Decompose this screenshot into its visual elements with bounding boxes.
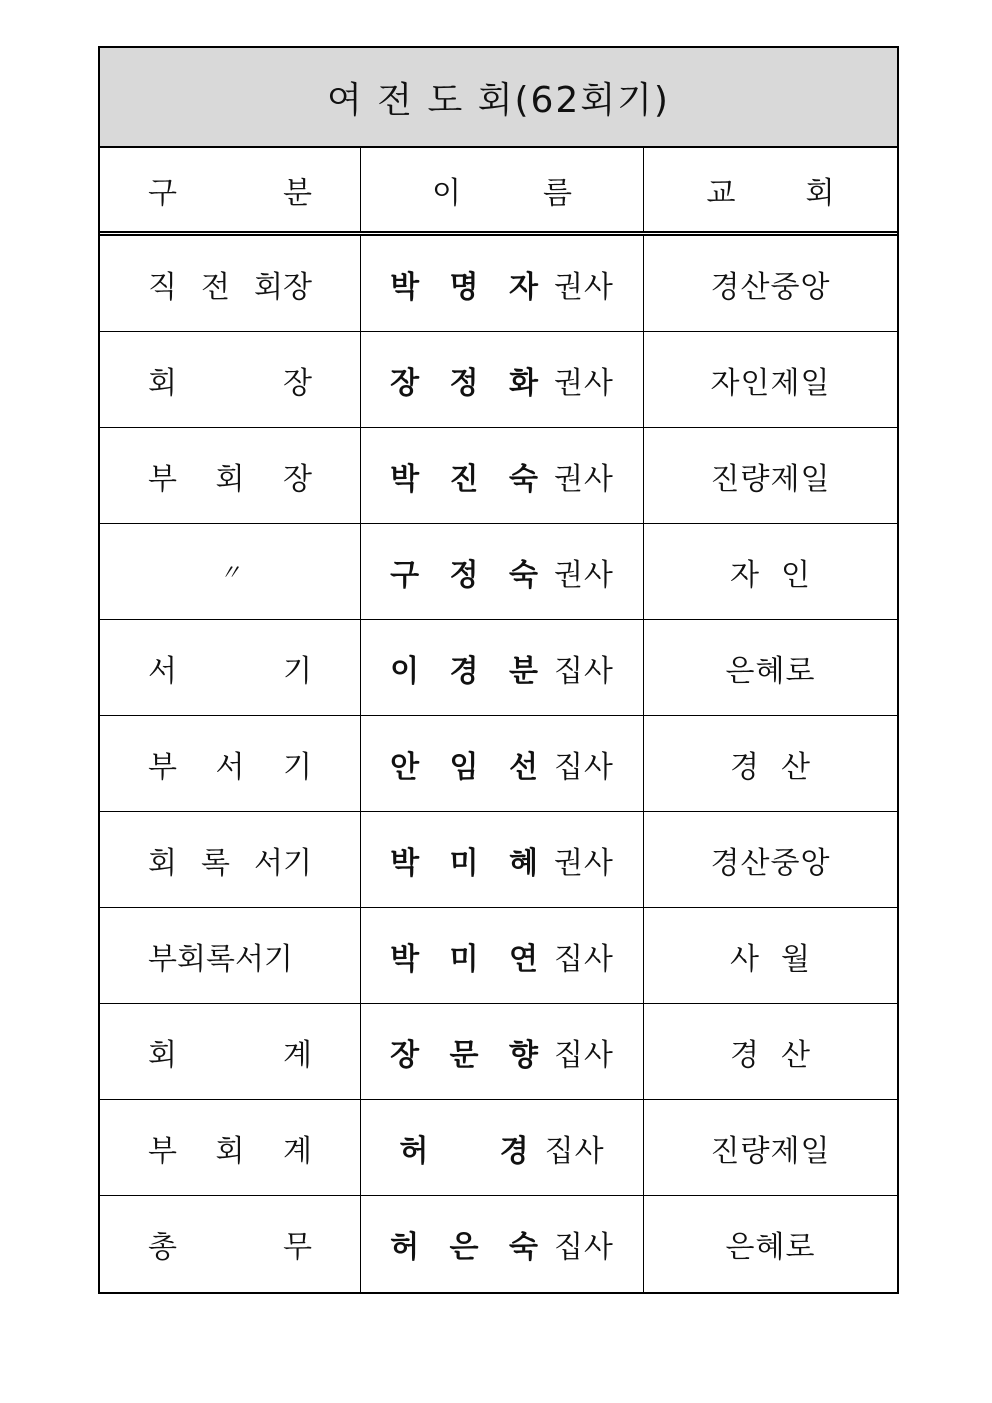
person-name: 허 경 bbox=[399, 1133, 539, 1169]
table-title: 여 전 도 회(62회기) bbox=[100, 48, 897, 148]
header-church bbox=[644, 148, 897, 231]
person-title: 권사 bbox=[553, 461, 614, 497]
header-church-part1: 교 bbox=[706, 175, 736, 211]
name-cell bbox=[361, 1196, 644, 1292]
church-name: 진량제일 bbox=[710, 461, 831, 497]
table-row bbox=[100, 524, 897, 620]
table-row bbox=[100, 716, 897, 812]
church-cell bbox=[644, 1100, 897, 1195]
role-part: 전 bbox=[201, 269, 230, 305]
role-cell bbox=[100, 1196, 361, 1292]
header-row bbox=[100, 148, 897, 236]
role-cell bbox=[100, 332, 361, 427]
role-cell bbox=[100, 812, 361, 907]
header-role-part1: 구 bbox=[148, 175, 177, 211]
church-name: 경 산 bbox=[729, 749, 812, 785]
person-title: 집사 bbox=[553, 941, 614, 977]
table-row bbox=[100, 620, 897, 716]
role-cell bbox=[100, 524, 361, 619]
header-church-part2: 회 bbox=[805, 175, 835, 211]
person-name: 장 정 화 bbox=[390, 365, 548, 401]
officers-table bbox=[98, 46, 899, 1294]
role-part: 기 bbox=[283, 749, 312, 785]
church-cell bbox=[644, 236, 897, 331]
name-cell bbox=[361, 716, 644, 811]
table-row bbox=[100, 332, 897, 428]
church-cell bbox=[644, 332, 897, 427]
role-part: 무 bbox=[283, 1230, 312, 1265]
role-cell bbox=[100, 1004, 361, 1099]
church-cell bbox=[644, 1196, 897, 1292]
church-name: 경 산 bbox=[729, 1037, 812, 1073]
person-name: 박 명 자 bbox=[390, 269, 548, 305]
role-part: 록 bbox=[201, 845, 230, 881]
role-part: 서 bbox=[215, 749, 245, 785]
person-name: 안 임 선 bbox=[390, 749, 548, 785]
name-cell bbox=[361, 620, 644, 715]
role-part: 서기 bbox=[254, 845, 312, 881]
header-name-part2: 름 bbox=[543, 175, 572, 211]
person-name: 박 미 혜 bbox=[390, 845, 548, 881]
person-name: 구 정 숙 bbox=[390, 557, 548, 593]
person-title: 집사 bbox=[553, 1037, 614, 1073]
role-part: 부회록서기 bbox=[148, 941, 293, 977]
header-name bbox=[361, 148, 644, 231]
role-part: 회 bbox=[148, 365, 177, 401]
role-part: 장 bbox=[283, 461, 312, 497]
role-part: 회장 bbox=[254, 269, 312, 305]
person-name: 이 경 분 bbox=[390, 653, 548, 689]
name-cell bbox=[361, 908, 644, 1003]
role-part: 직 bbox=[148, 269, 177, 305]
role-cell bbox=[100, 236, 361, 331]
church-cell bbox=[644, 524, 897, 619]
header-name-part1: 이 bbox=[432, 175, 461, 211]
name-cell bbox=[361, 1100, 644, 1195]
church-name: 은혜로 bbox=[725, 1230, 816, 1265]
person-title: 권사 bbox=[553, 557, 614, 593]
person-title: 권사 bbox=[553, 365, 614, 401]
name-cell bbox=[361, 812, 644, 907]
role-part: 장 bbox=[283, 365, 312, 401]
church-cell bbox=[644, 620, 897, 715]
table-row bbox=[100, 812, 897, 908]
person-name: 박 미 연 bbox=[390, 941, 548, 977]
church-cell bbox=[644, 716, 897, 811]
name-cell bbox=[361, 1004, 644, 1099]
name-cell bbox=[361, 428, 644, 523]
person-title: 권사 bbox=[553, 269, 614, 305]
role-cell bbox=[100, 1100, 361, 1195]
header-role-part2: 분 bbox=[283, 175, 312, 211]
church-cell bbox=[644, 908, 897, 1003]
person-title: 집사 bbox=[553, 1230, 614, 1265]
person-name: 허 은 숙 bbox=[390, 1230, 548, 1265]
table-row bbox=[100, 1196, 897, 1292]
table-row bbox=[100, 236, 897, 332]
person-title: 집사 bbox=[553, 749, 614, 785]
ditto-mark: 〃 bbox=[218, 561, 241, 586]
church-name: 사 월 bbox=[729, 941, 812, 977]
role-part: 계 bbox=[283, 1037, 312, 1073]
role-part: 부 bbox=[148, 1133, 177, 1169]
name-cell bbox=[361, 332, 644, 427]
table-row bbox=[100, 428, 897, 524]
role-part: 기 bbox=[283, 653, 312, 689]
header-role bbox=[100, 148, 361, 231]
role-cell bbox=[100, 908, 361, 1003]
name-cell bbox=[361, 236, 644, 331]
church-cell bbox=[644, 812, 897, 907]
role-cell bbox=[100, 428, 361, 523]
church-name: 은혜로 bbox=[725, 653, 816, 689]
table-row bbox=[100, 1004, 897, 1100]
church-cell bbox=[644, 428, 897, 523]
person-title: 집사 bbox=[544, 1133, 605, 1169]
person-title: 집사 bbox=[553, 653, 614, 689]
table-row bbox=[100, 908, 897, 1004]
person-title: 권사 bbox=[553, 845, 614, 881]
church-name: 자 인 bbox=[729, 557, 812, 593]
church-cell bbox=[644, 1004, 897, 1099]
role-part: 서 bbox=[148, 653, 177, 689]
church-name: 경산중앙 bbox=[710, 845, 831, 881]
role-cell bbox=[100, 716, 361, 811]
role-part: 회 bbox=[148, 845, 177, 881]
church-name: 경산중앙 bbox=[710, 269, 831, 305]
table-row bbox=[100, 1100, 897, 1196]
person-name: 장 문 향 bbox=[390, 1037, 548, 1073]
name-cell bbox=[361, 524, 644, 619]
church-name: 자인제일 bbox=[710, 365, 831, 401]
role-part: 회 bbox=[148, 1037, 177, 1073]
church-name: 진량제일 bbox=[710, 1133, 831, 1169]
role-part: 부 bbox=[148, 461, 177, 497]
table-body bbox=[100, 236, 897, 1292]
role-part: 총 bbox=[148, 1230, 177, 1265]
person-name: 박 진 숙 bbox=[390, 461, 548, 497]
role-part: 부 bbox=[148, 749, 177, 785]
role-part: 회 bbox=[215, 461, 245, 497]
role-part: 회 bbox=[215, 1133, 245, 1169]
role-cell bbox=[100, 620, 361, 715]
role-part: 계 bbox=[283, 1133, 312, 1169]
